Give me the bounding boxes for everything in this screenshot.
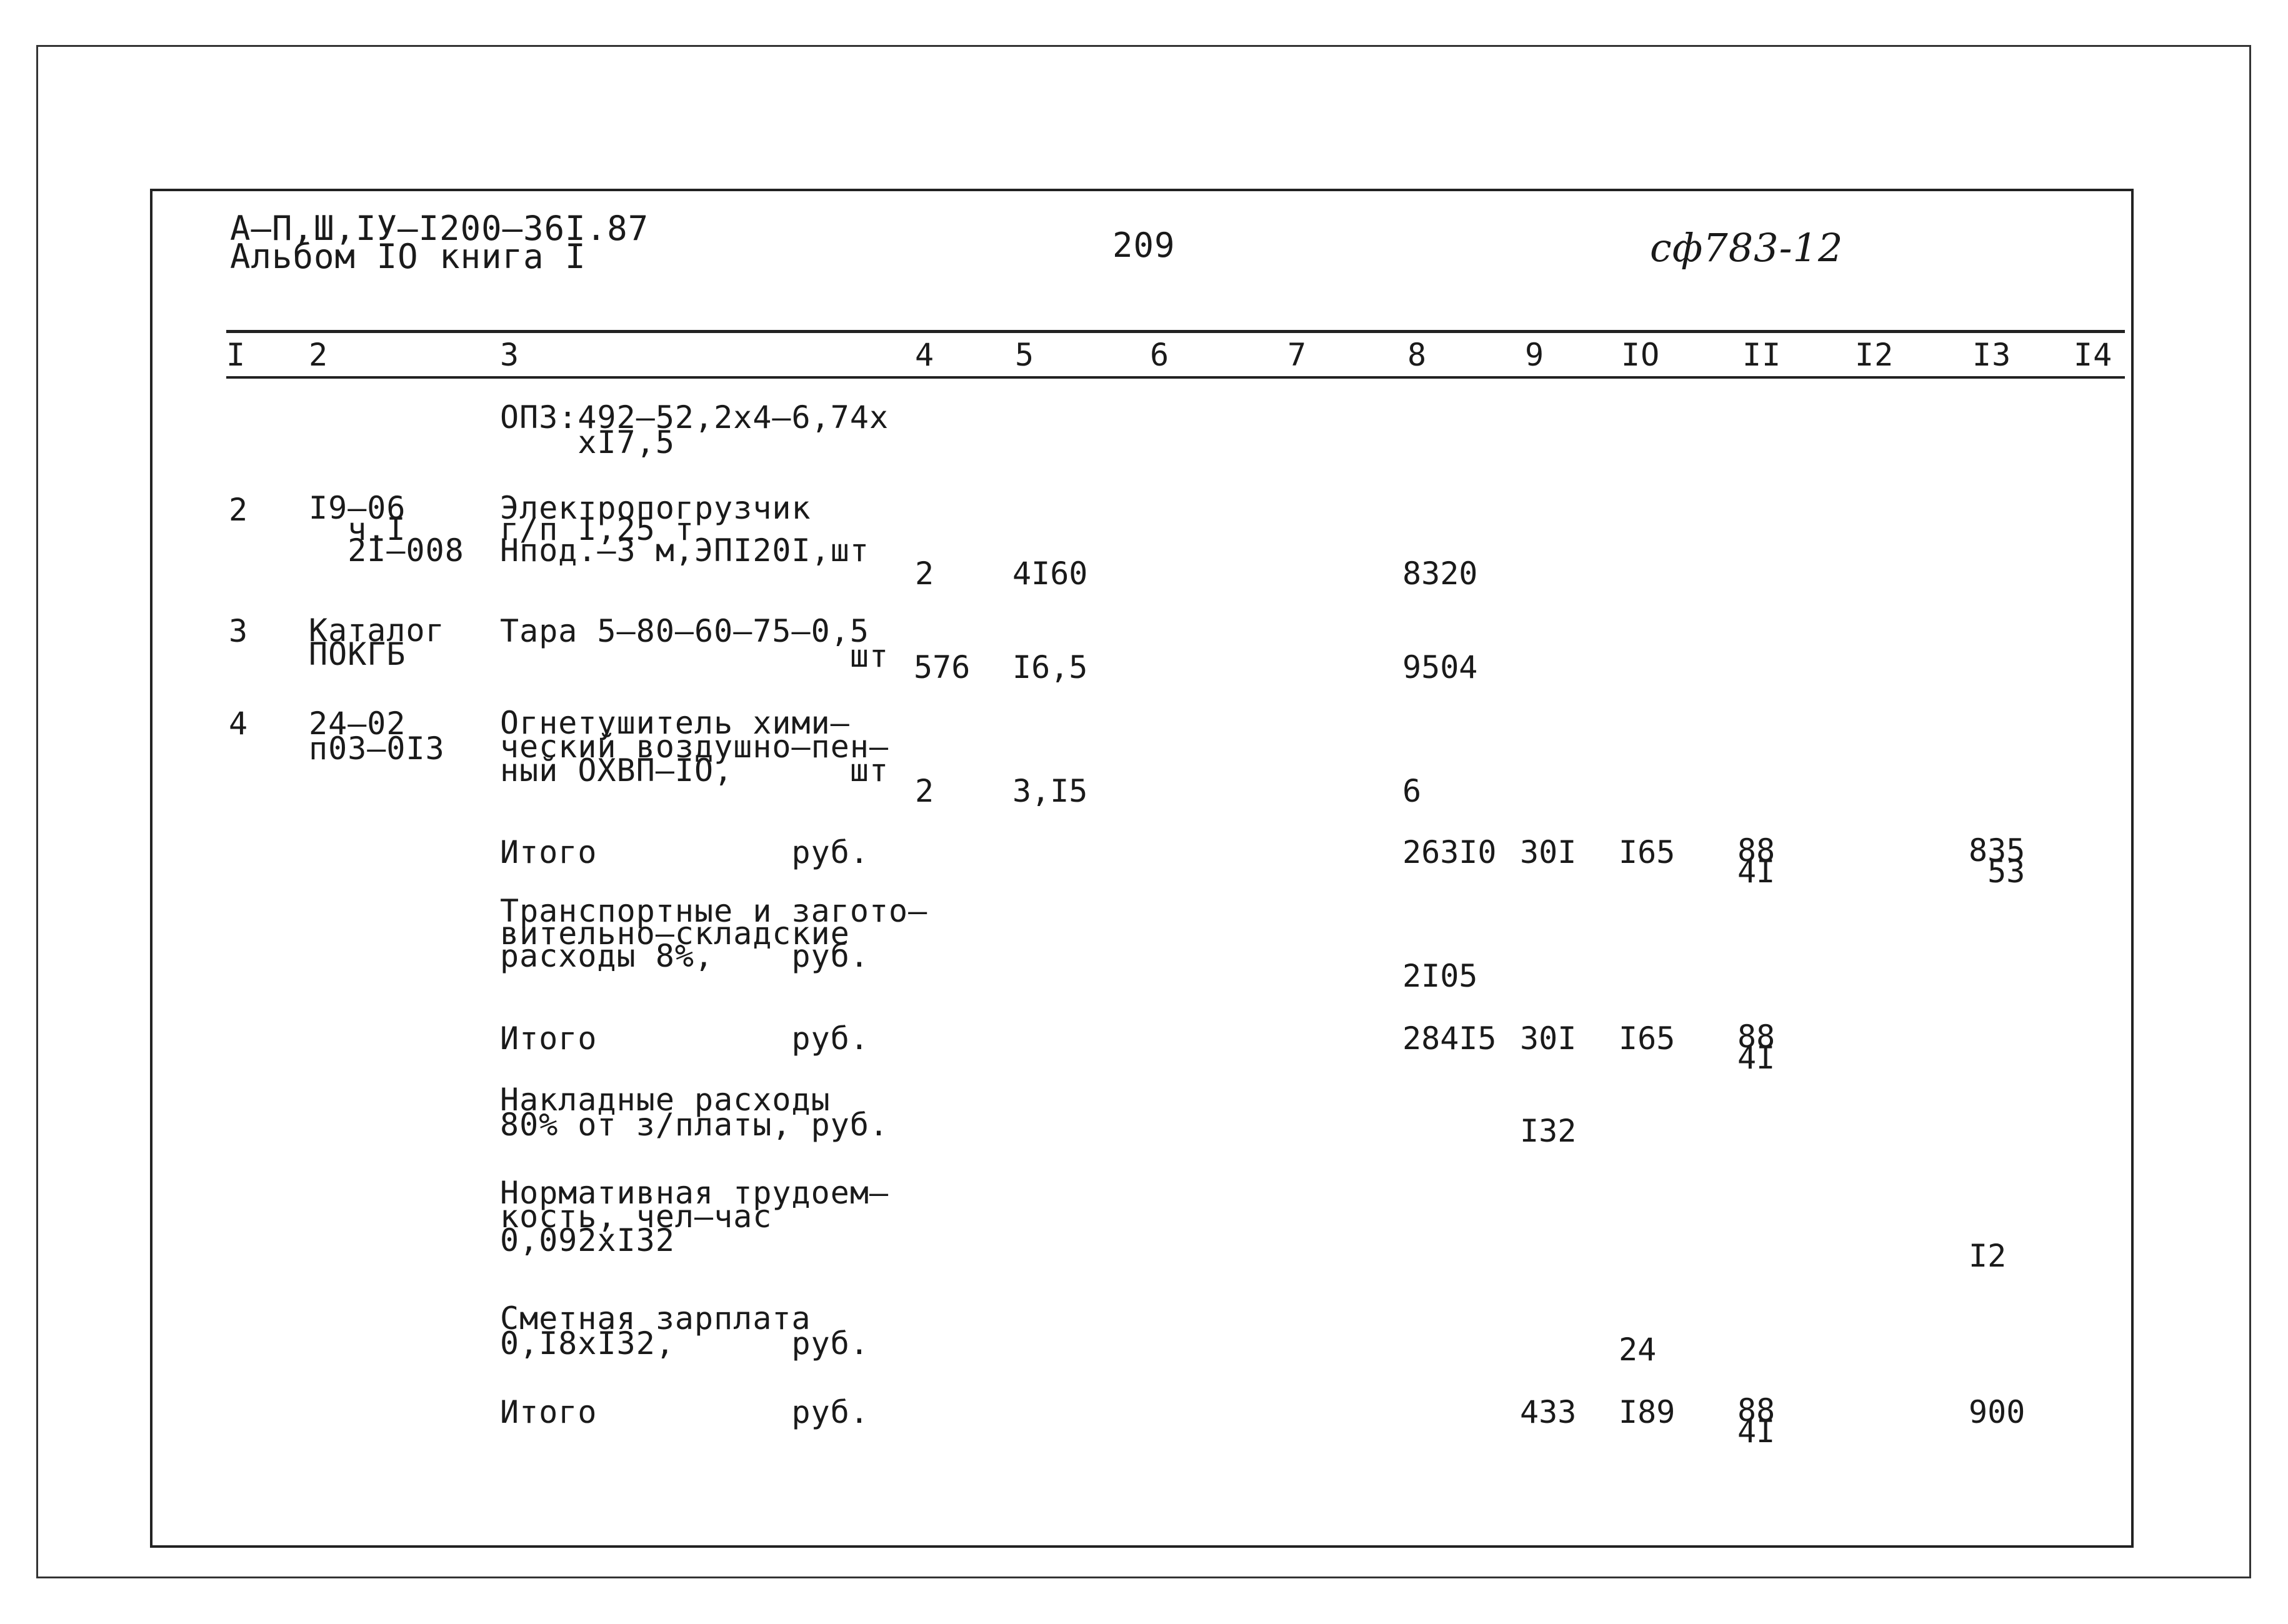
column-header-2: 2 xyxy=(309,337,329,373)
album-label: Альбом IO книга I xyxy=(230,237,586,276)
row-unit-price: I6,5 xyxy=(1012,649,1088,685)
row-name: Накладные расходы 80% от з/платы, руб. xyxy=(500,1082,889,1143)
column-header-4: 4 xyxy=(915,337,935,373)
row-total: 8320 xyxy=(1402,555,1478,592)
row-name: Сметная зарплата 0,I8хI32, руб. xyxy=(500,1300,869,1362)
row-col9: 433 xyxy=(1520,1394,1577,1430)
row-col13: I2 xyxy=(1969,1238,2007,1274)
row-code: 24–02 п03–0I3 xyxy=(309,705,445,767)
series-designation: А–П,Ш,IУ–I200–36I.87 xyxy=(230,209,649,248)
row-col9: 30I xyxy=(1520,1020,1577,1057)
row-col10: I65 xyxy=(1619,1020,1676,1057)
column-header-12: I2 xyxy=(1855,337,1894,373)
row-name: Огнетушитель хими– ческий воздушно–пен– ный ОХВП–IO, шт xyxy=(500,705,889,789)
column-header-7: 7 xyxy=(1287,337,1307,373)
column-header-5: 5 xyxy=(1015,337,1035,373)
column-header-8: 8 xyxy=(1407,337,1427,373)
row-total: 263I0 xyxy=(1402,834,1497,870)
row-col11: 88 4I xyxy=(1737,832,1776,890)
row-name: Тара 5–80–60–75–0,5 шт xyxy=(500,613,889,674)
column-header-1: I xyxy=(226,337,246,373)
row-number: 2 xyxy=(229,492,249,528)
total-label: Итого руб. xyxy=(500,1394,869,1430)
subtotal-label: Итого руб. xyxy=(500,1020,869,1057)
row-col10: 24 xyxy=(1619,1332,1657,1368)
row-quantity: 2 xyxy=(915,555,934,592)
row-unit-price: 3,I5 xyxy=(1012,773,1088,809)
row-code: I9–06 ч.I 2I–008 xyxy=(309,490,464,569)
row-total: 284I5 xyxy=(1402,1020,1497,1057)
table-header-rule xyxy=(226,376,2125,379)
document-code: сф783-12 xyxy=(1650,225,1844,271)
column-header-10: IO xyxy=(1621,337,1661,373)
column-header-3: 3 xyxy=(500,337,520,373)
row-name: Нормативная трудоем– кость, чел–час 0,092хI32 xyxy=(500,1175,889,1258)
page-inner-border xyxy=(150,189,2134,1548)
table-top-rule xyxy=(226,330,2125,333)
row-name: Транспортные и загото– вительно–складские расходы 8%, руб. xyxy=(500,893,928,974)
row-quantity: 2 xyxy=(915,773,934,809)
row-col9: I32 xyxy=(1520,1113,1577,1149)
row-total: 6 xyxy=(1402,773,1422,809)
row-quantity: 576 xyxy=(914,649,971,685)
row-col11: 88 4I xyxy=(1737,1019,1776,1076)
page-number: 209 xyxy=(1112,226,1176,265)
row-number: 3 xyxy=(229,613,249,649)
row-col10: I65 xyxy=(1619,834,1676,870)
column-header-11: II xyxy=(1742,337,1782,373)
row-total: 9504 xyxy=(1402,649,1478,685)
row-number: 4 xyxy=(229,705,249,742)
row-name: ОПЗ:492–52,2х4–6,74х хI7,5 xyxy=(500,399,889,461)
row-code: Каталог ПОКГБ xyxy=(309,612,445,672)
row-col9: 30I xyxy=(1520,834,1577,870)
column-header-13: I3 xyxy=(1972,337,2012,373)
column-header-9: 9 xyxy=(1525,337,1545,373)
row-col13: 835 53 xyxy=(1969,832,2026,890)
row-col10: I89 xyxy=(1619,1394,1676,1430)
row-total: 2I05 xyxy=(1402,958,1478,994)
column-header-6: 6 xyxy=(1150,337,1170,373)
row-name: Электропогрузчик г/п I,25 т Нпод.–3 м,ЭПI20I,шт xyxy=(500,490,869,569)
subtotal-label: Итого руб. xyxy=(500,834,869,870)
row-unit-price: 4I60 xyxy=(1012,555,1088,592)
row-col11: 88 4I xyxy=(1737,1392,1776,1450)
column-header-14: I4 xyxy=(2074,337,2113,373)
row-col13: 900 xyxy=(1969,1394,2026,1430)
